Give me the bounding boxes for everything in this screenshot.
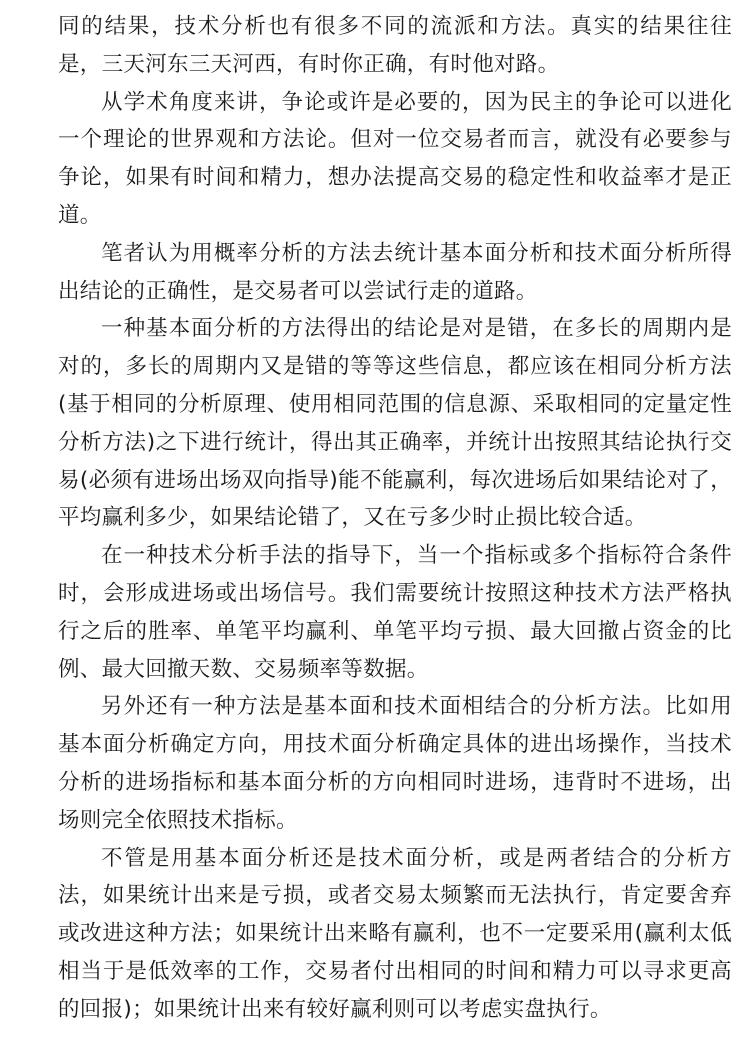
paragraph-continuation: 同的结果，技术分析也有很多不同的流派和方法。真实的结果往往是，三天河东三天河西，有时你正确，有时他对路。 <box>58 14 732 77</box>
paragraph-technical-statistics: 在一种技术分析手法的指导下，当一个指标或多个指标符合条件时，会形成进场或出场信号。我们需要统计按照这种技术方法严格执行之后的胜率、单笔平均赢利、单笔平均亏损、最大回撤占资金的比例、最大回撤天数、交易频率等数据。 <box>58 543 732 682</box>
paragraph-combined-method: 另外还有一种方法是基本面和技术面相结合的分析方法。比如用基本面分析确定方向，用技术面分析确定具体的进出场操作，当技术分析的进场指标和基本面分析的方向相同时进场，违背时不进场，出场则完全依照技术指标。 <box>58 694 732 833</box>
paragraph-fundamental-statistics: 一种基本面分析的方法得出的结论是对是错，在多长的周期内是对的，多长的周期内又是错的等等这些信息，都应该在相同分析方法(基于相同的分析原理、使用相同范围的信息源、采取相同的定量定性分析方法)之下进行统计，得出其正确率，并统计出按照其结论执行交易(必须有进场出场双向指导)能不能赢利，每次进场后如果结论对了，平均赢利多少，如果结论错了，又在亏多少时止损比较合适。 <box>58 316 732 531</box>
paragraph-conclusion: 不管是用基本面分析还是技术面分析，或是两者结合的分析方法，如果统计出来是亏损，或者交易太频繁而无法执行，肯定要舍弃或改进这种方法；如果统计出来略有赢利，也不一定要采用(赢利太低相当于是低效率的工作，交易者付出相同的时间和精力可以寻求更高的回报)；如果统计出来有较好赢利则可以考虑实盘执行。 <box>58 845 732 1022</box>
paragraph-academic-debate: 从学术角度来讲，争论或许是必要的，因为民主的争论可以进化一个理论的世界观和方法论。但对一位交易者而言，就没有必要参与争论，如果有时间和精力，想办法提高交易的稳定性和收益率才是正道。 <box>58 89 732 228</box>
paragraph-probability-analysis: 笔者认为用概率分析的方法去统计基本面分析和技术面分析所得出结论的正确性，是交易者可以尝试行走的道路。 <box>58 240 732 304</box>
